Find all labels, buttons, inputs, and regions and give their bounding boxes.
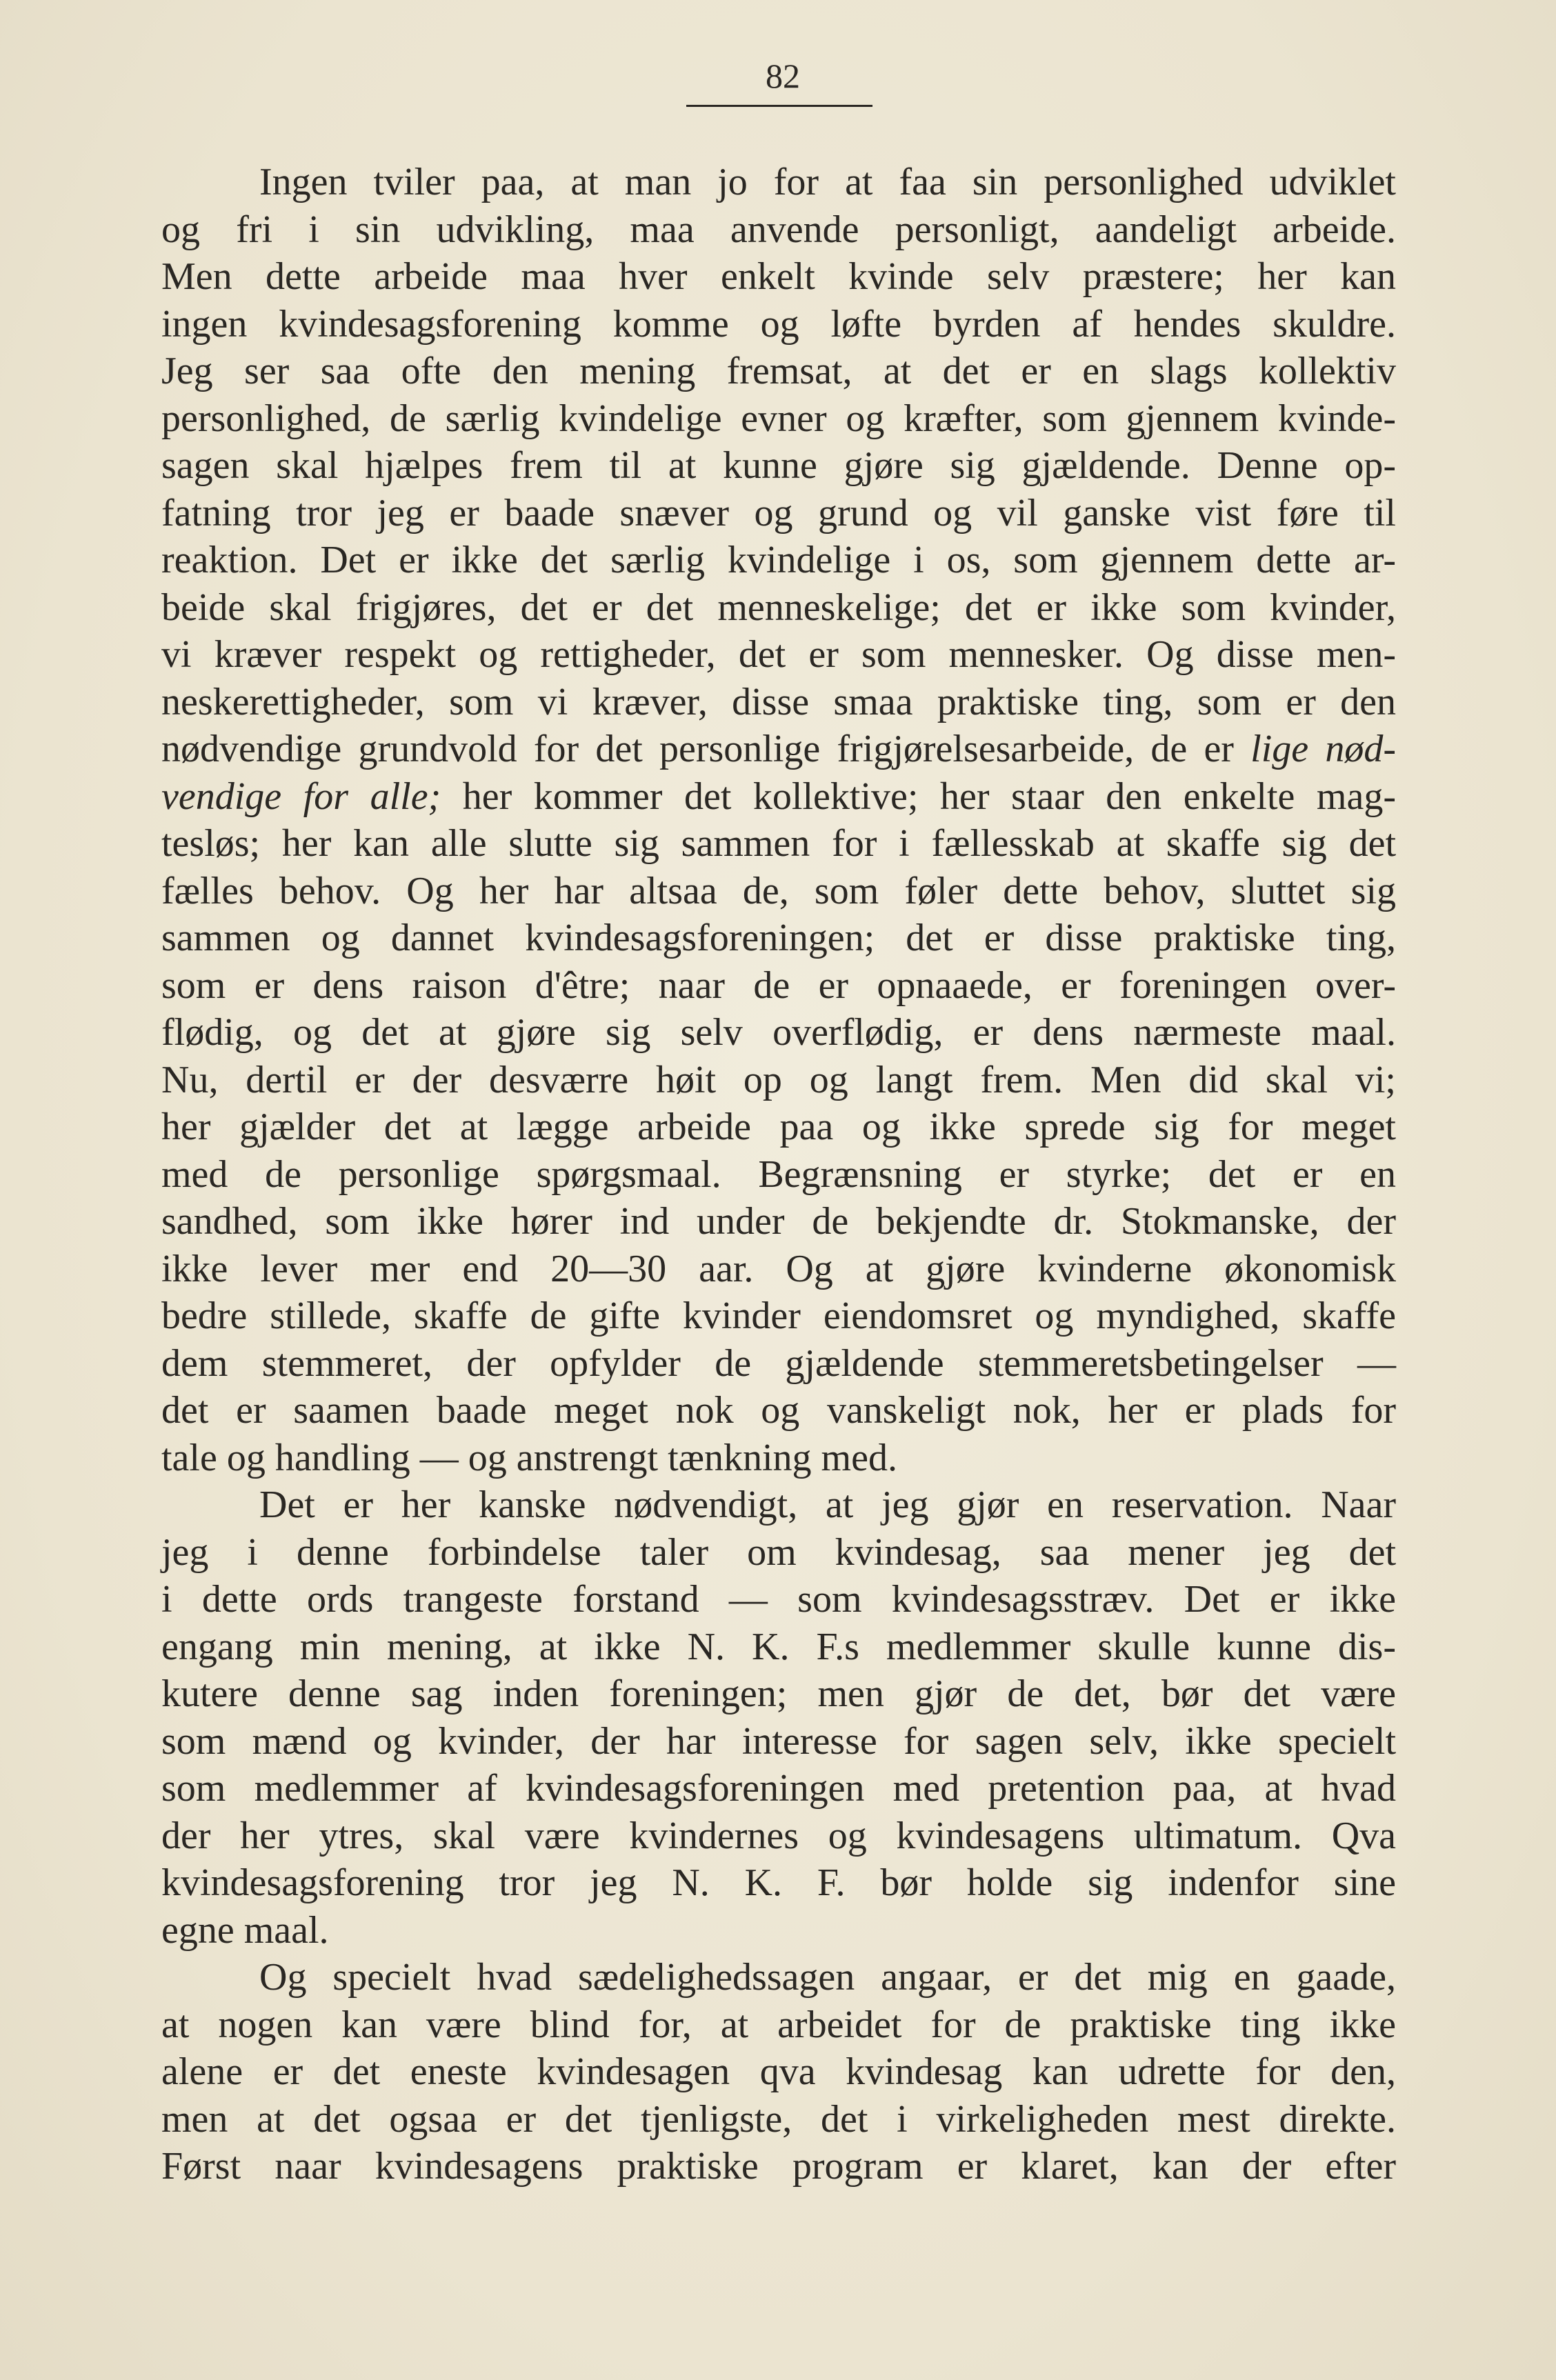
paragraph-1 [161, 159, 1396, 1481]
text-segment: her kommer det kollektive; her staar den enkelte mag- [441, 774, 1396, 818]
text-line: flødig, og det at gjøre sig selv overflødig, er dens nærmeste maal. [161, 1011, 1396, 1054]
text-line: Nu, dertil er der desværre høit op og langt frem. Men did skal vi; [161, 1058, 1396, 1101]
text-line: fatning tror jeg er baade snæver og grund og vil ganske vist føre til [161, 491, 1396, 534]
text-line: reaktion. Det er ikke det særlig kvindelige i os, som gjennem dette ar- [161, 539, 1396, 581]
italic-emphasis: vendige for alle; [161, 774, 441, 818]
text-line: som medlemmer af kvindesagsforeningen med pretention paa, at hvad [161, 1767, 1396, 1810]
page-number-rule [686, 105, 872, 107]
text-line: alene er det eneste kvindesagen qva kvindesag kan udrette for den, [161, 2050, 1396, 2093]
text-line: som mænd og kvinder, der har interesse for sagen selv, ikke specielt [161, 1719, 1396, 1763]
body-text [161, 159, 1396, 2190]
text-segment: nødvendige grundvold for det personlige frigjørelsesarbeide, de er [161, 728, 1251, 770]
text-line: men at det ogsaa er det tjenligste, det i virkeligheden mest direkte. [161, 2097, 1396, 2141]
text-line: sammen og dannet kvindesagsforeningen; det er disse praktiske ting, [161, 917, 1396, 959]
text-line: der her ytres, skal være kvindernes og kvindesagens ultimatum. Qva [161, 1814, 1396, 1857]
text-line: sagen skal hjælpes frem til at kunne gjøre sig gjældende. Denne op- [161, 444, 1396, 487]
text-line: egne maal. [161, 1908, 329, 1952]
text-line: ingen kvindesagsforening komme og løfte byrden af hendes skuldre. [161, 302, 1396, 346]
text-line: det er saamen baade meget nok og vanskeligt nok, her er plads for [161, 1389, 1396, 1432]
text-line: kvindesagsforening tror jeg N. K. F. bør holde sig indenfor sine [161, 1861, 1396, 1904]
text-line: vi kræver respekt og rettigheder, det er som mennesker. Og disse men- [161, 633, 1396, 676]
text-line: sandhed, som ikke hører ind under de bekjendte dr. Stokmanske, der [161, 1200, 1396, 1243]
text-line: personlighed, de særlig kvindelige evner og kræfter, som gjennem kvinde- [161, 397, 1396, 440]
text-line-with-italic [161, 773, 1396, 821]
text-line: neskerettigheder, som vi kræver, disse smaa praktiske ting, som er den [161, 680, 1396, 723]
text-line: tesløs; her kan alle slutte sig sammen for i fællesskab at skaffe sig det [161, 822, 1396, 865]
text-line: i dette ords trangeste forstand — som kvindesagsstræv. Det er ikke [161, 1578, 1396, 1621]
text-line: at nogen kan være blind for, at arbeidet for de praktiske ting ikke [161, 2003, 1396, 2046]
paragraph-2 [161, 1481, 1396, 1954]
text-line: tale og handling — og anstrengt tænkning med. [161, 1436, 897, 1479]
text-line: Og specielt hvad sædelighedssagen angaar, er det mig en gaade, [259, 1956, 1396, 1999]
page-number: 82 [766, 57, 800, 95]
text-line: og fri i sin udvikling, maa anvende personligt, aandeligt arbeide. [161, 208, 1396, 251]
text-line: jeg i denne forbindelse taler om kvindesag, saa mener jeg det [161, 1530, 1396, 1574]
text-line-with-italic [161, 726, 1396, 773]
text-line: med de personlige spørgsmaal. Begrænsning er styrke; det er en [161, 1152, 1396, 1196]
paragraph-3 [161, 1954, 1396, 2190]
text-line: fælles behov. Og her har altsaa de, som føler dette behov, sluttet sig [161, 869, 1396, 912]
italic-emphasis: lige nød- [1250, 728, 1396, 770]
text-line: Men dette arbeide maa hver enkelt kvinde selv præstere; her kan [161, 255, 1396, 298]
text-line: Jeg ser saa ofte den mening fremsat, at det er en slags kollektiv [161, 350, 1396, 392]
text-line: kutere denne sag inden foreningen; men gjør de det, bør det være [161, 1672, 1396, 1715]
text-line: dem stemmeret, der opfylder de gjældende stemmeretsbetingelser — [161, 1341, 1396, 1385]
text-line: ikke lever mer end 20—30 aar. Og at gjøre kvinderne økonomisk [161, 1247, 1396, 1290]
text-line: her gjælder det at lægge arbeide paa og ikke sprede sig for meget [161, 1106, 1396, 1148]
text-line: engang min mening, at ikke N. K. F.s medlemmer skulle kunne dis- [161, 1625, 1396, 1668]
text-line: Ingen tviler paa, at man jo for at faa sin personlighed udviklet [259, 161, 1396, 203]
text-line: bedre stillede, skaffe de gifte kvinder eiendomsret og myndighed, skaffe [161, 1294, 1396, 1337]
text-line: Først naar kvindesagens praktiske program er klaret, kan der efter [161, 2145, 1396, 2188]
text-line: Det er her kanske nødvendigt, at jeg gjør en reservation. Naar [259, 1483, 1396, 1526]
text-line: beide skal frigjøres, det er det menneskelige; det er ikke som kvinder, [161, 586, 1396, 629]
text-line: som er dens raison d'être; naar de er opnaaede, er foreningen over- [161, 963, 1396, 1007]
